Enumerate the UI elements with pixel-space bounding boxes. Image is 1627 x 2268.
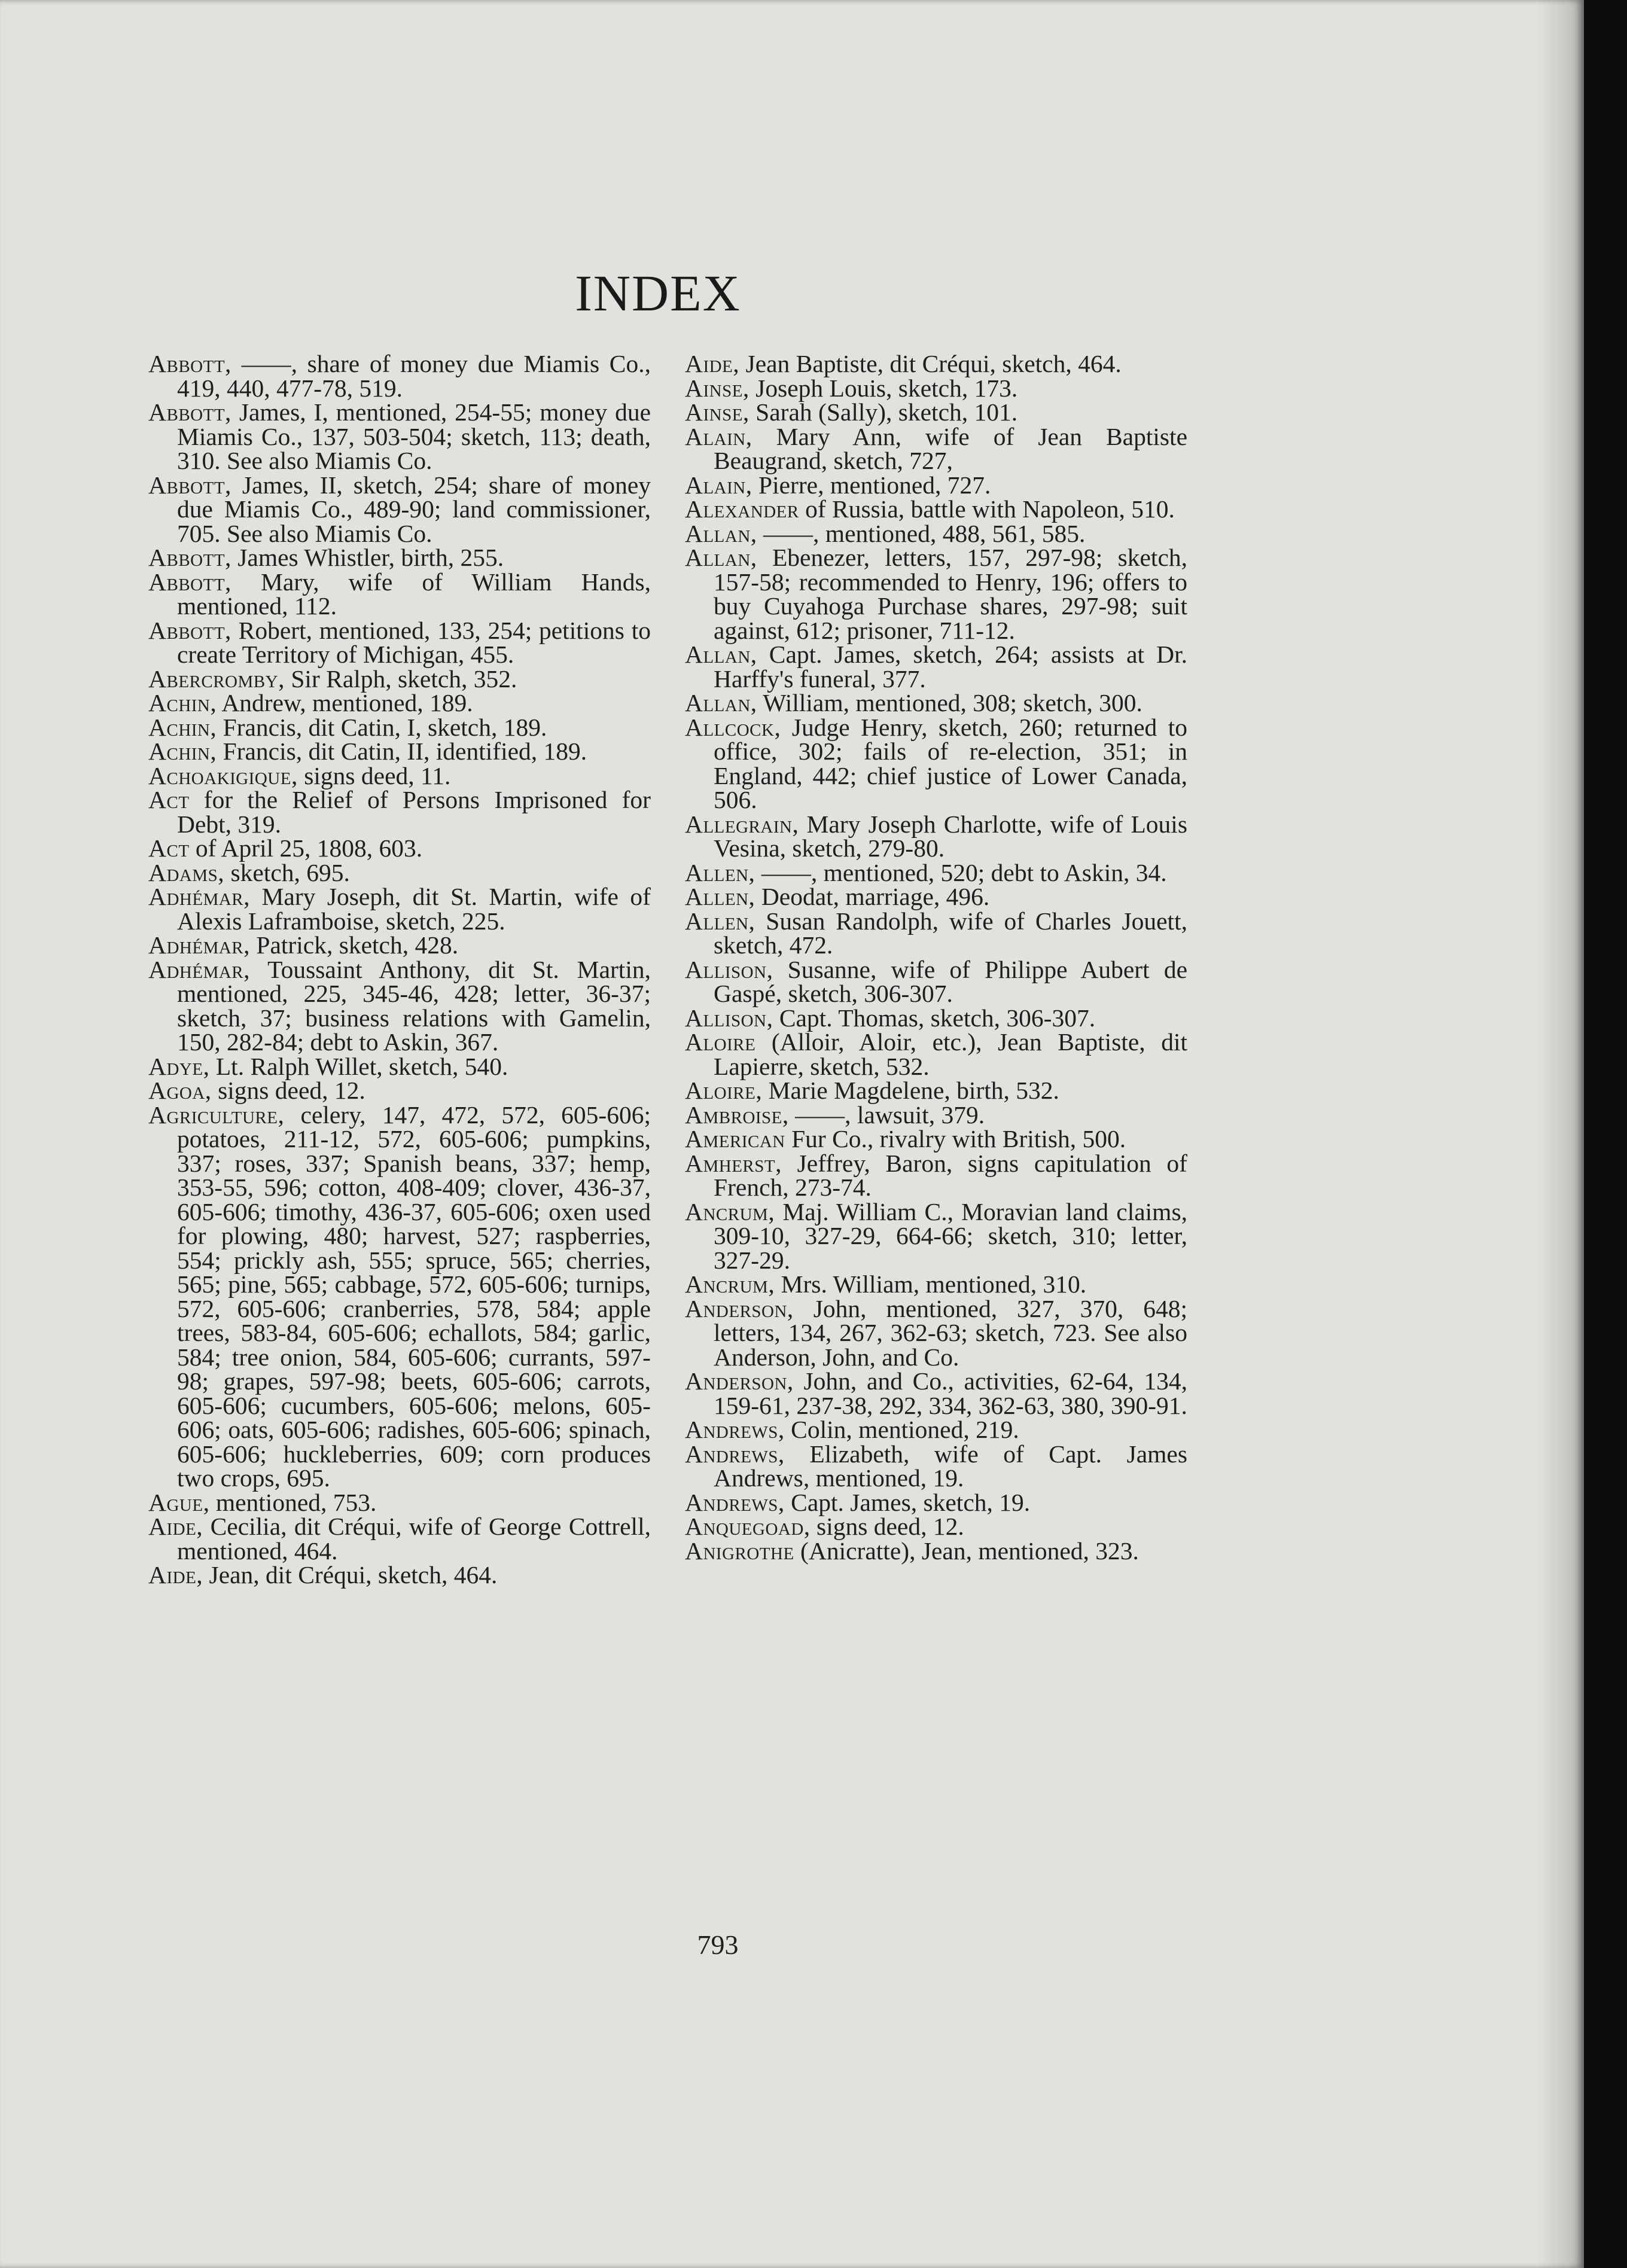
index-entry-heading: Abbott, xyxy=(148,350,231,377)
index-entry-text: Lt. Ralph Willet, sketch, 540. xyxy=(209,1052,508,1080)
index-entry-heading: Andrews, xyxy=(685,1440,785,1468)
index-entry xyxy=(685,1078,1187,1103)
index-entry-text: Sarah (Sally), sketch, 101. xyxy=(749,398,1018,426)
page-edge-shadow xyxy=(1537,0,1584,2268)
index-entry xyxy=(685,1028,1194,1080)
index-entry-text: Maj. William C., Moravian land claims, 309-10, 327-29, 664-66; sketch, 310; letter, 327-29. xyxy=(714,1197,1194,1274)
index-entry-text: mentioned, 753. xyxy=(209,1488,377,1516)
index-entry-text: Marie Magdelene, birth, 532. xyxy=(762,1077,1059,1104)
index-entry-heading: Abercromby, xyxy=(148,664,285,693)
index-entry-text: Cecilia, dit Créqui, wife of George Cottrell, mentioned, 464. xyxy=(177,1513,657,1565)
index-entry-heading: Allen, xyxy=(685,883,755,910)
index-entry-text: Mary Joseph, dit St. Martin, wife of Alexis Laframboise, sketch, 225. xyxy=(177,883,656,935)
index-entry-heading: Ainse, xyxy=(685,398,749,426)
index-entry-heading: Ancrum, xyxy=(685,1270,775,1298)
index-entry xyxy=(148,858,651,886)
index-entry-heading: Agriculture, xyxy=(148,1101,285,1129)
index-entry-heading: Alexander xyxy=(685,495,799,523)
index-entry-text: James Whistler, birth, 255. xyxy=(231,544,504,571)
index-entry-heading: Aloire xyxy=(685,1028,756,1056)
index-entry-text: Toussaint Anthony, dit St. Martin, mentioned, 225, 345-46, 428; letter, 36-37; sketch, 37; business relations with Gamelin, 150, 282-84; debt to Askin, 367. xyxy=(177,955,657,1056)
index-entry xyxy=(148,1563,651,1587)
index-entry-heading: Allison, xyxy=(685,955,773,983)
index-entry-heading: Abbott, xyxy=(148,568,231,596)
index-entry xyxy=(148,664,651,693)
index-entry-heading: Adams, xyxy=(148,858,225,886)
index-entry-text: Capt. Thomas, sketch, 306-307. xyxy=(773,1004,1096,1032)
index-entry-heading: Allen, xyxy=(685,858,755,886)
index-entry xyxy=(685,1197,1194,1274)
index-entry-heading: Aide, xyxy=(148,1513,203,1540)
index-entry-text: John, and Co., activities, 62-64, 134, 159-61, 237-38, 292, 334, 362-63, 380, 390-91. xyxy=(714,1367,1194,1419)
index-entry-heading: Amherst, xyxy=(685,1149,782,1177)
index-entry-text: Jeffrey, Baron, signs capitulation of French, 273-74. xyxy=(714,1149,1194,1201)
index-entry xyxy=(685,641,1194,693)
index-entry-heading: Allen, xyxy=(685,907,755,935)
index-entry-text: signs deed, 11. xyxy=(297,761,451,789)
index-entry-text: Susanne, wife of Philippe Aubert de Gaspé, sketch, 306-307. xyxy=(714,955,1194,1007)
index-entry-heading: Aide, xyxy=(148,1561,203,1589)
index-entry xyxy=(148,933,651,958)
index-entry xyxy=(685,1149,1194,1201)
index-entry xyxy=(148,691,651,715)
index-entry-heading: Abbott, xyxy=(148,616,231,644)
index-entry xyxy=(685,352,1187,376)
index-entry xyxy=(148,568,657,620)
index-entry-text: Fur Co., rivalry with British, 500. xyxy=(785,1125,1126,1153)
index-entry-heading: Aide, xyxy=(685,350,740,377)
index-entry xyxy=(148,836,651,861)
index-entry xyxy=(148,398,657,474)
index-entry-text: Judge Henry, sketch, 260; returned to office, 302; fails of re-election, 351; in England, 442; chief justice of Lower Canada, 506. xyxy=(714,713,1194,813)
index-entry xyxy=(685,1006,1187,1031)
index-entry-heading: Allan, xyxy=(685,544,757,571)
index-entry-text: Capt. James, sketch, 264; assists at Dr. Harffy's funeral, 377. xyxy=(714,641,1194,693)
index-entry-text: ——, lawsuit, 379. xyxy=(788,1101,985,1129)
index-entry-text: ——, share of money due Miamis Co., 419, 440, 477-78, 519. xyxy=(177,350,657,402)
index-entry-heading: Achin, xyxy=(148,689,217,717)
index-entry xyxy=(685,1539,1187,1563)
index-entry-text: Francis, dit Catin, I, sketch, 189. xyxy=(217,713,547,741)
index-entry-heading: Allan, xyxy=(685,519,757,547)
index-entry-heading: Adhémar, xyxy=(148,955,251,983)
index-entry xyxy=(148,883,656,935)
index-entry xyxy=(148,545,651,570)
index-entry-text: Jean, dit Créqui, sketch, 464. xyxy=(203,1561,498,1589)
index-entry-text: ——, mentioned, 520; debt to Askin, 34. xyxy=(755,858,1167,886)
index-entry-text: Mrs. William, mentioned, 310. xyxy=(775,1270,1087,1298)
index-entry xyxy=(148,1078,651,1103)
index-entry-text: Susan Randolph, wife of Charles Jouett, sketch, 472. xyxy=(714,907,1194,959)
index-entry-heading: Ancrum, xyxy=(685,1197,775,1226)
index-entry xyxy=(148,761,651,789)
index-entry-heading: Adhémar, xyxy=(148,931,251,959)
index-entry-heading: Anderson, xyxy=(685,1294,794,1322)
index-entry-heading: Act xyxy=(148,786,190,813)
index-entry xyxy=(148,1490,651,1515)
index-entry-text: Pierre, mentioned, 727. xyxy=(752,471,991,499)
index-entry xyxy=(148,786,657,838)
index-entry xyxy=(685,1367,1194,1419)
index-entry xyxy=(685,519,1187,547)
index-entry-text: Mary Ann, wife of Jean Baptiste Beaugrand, sketch, 727, xyxy=(714,422,1194,474)
index-entry xyxy=(685,885,1187,909)
index-entry-text: Capt. James, sketch, 19. xyxy=(784,1488,1031,1516)
index-entry xyxy=(685,713,1194,813)
index-entry-heading: Andrews, xyxy=(685,1488,785,1516)
index-entry-heading: Aloire, xyxy=(685,1077,763,1104)
index-entry-heading: Anderson, xyxy=(685,1367,794,1395)
index-entry-text: of Russia, battle with Napoleon, 510. xyxy=(799,495,1175,523)
index-entry xyxy=(148,739,651,764)
index-entry xyxy=(685,1440,1193,1492)
index-entry-heading: Abbott, xyxy=(148,471,231,499)
index-entry xyxy=(685,473,1187,498)
index-entry-heading: Adye, xyxy=(148,1052,210,1080)
index-entry-text: James, I, mentioned, 254-55; money due Miamis Co., 137, 503-504; sketch, 113; death, 310. See also Miamis Co. xyxy=(177,398,657,474)
index-entry-text: Ebenezer, letters, 157, 297-98; sketch, 157-58; recommended to Henry, 196; offers to buy Cuyahoga Purchase shares, 297-98; suit against, 612; prisoner, 711-12. xyxy=(714,544,1194,644)
index-entry-heading: Ainse, xyxy=(685,374,749,402)
index-entry-heading: Abbott, xyxy=(148,544,231,571)
index-entry-heading: Ambroise, xyxy=(685,1101,789,1129)
index-entry xyxy=(685,497,1187,522)
index-entry-text: Mary Joseph Charlotte, wife of Louis Vesina, sketch, 279-80. xyxy=(714,810,1193,862)
index-entry xyxy=(685,1514,1187,1539)
index-entry xyxy=(148,1054,651,1079)
index-entry xyxy=(685,1418,1187,1442)
index-entry-heading: Anquegoad, xyxy=(685,1513,811,1540)
index-entry-heading: Achoakigique, xyxy=(148,761,298,789)
index-entry-heading: Allan, xyxy=(685,689,757,717)
index-entry-text: signs deed, 12. xyxy=(211,1077,365,1104)
index-entry-text: celery, 147, 472, 572, 605-606; potatoes, 211-12, 572, 605-606; pumpkins, 337; roses, 337; Spanish beans, 337; hemp, 353-55, 596; cotton, 408-409; clover, 436-37, 605-606; timothy, 436-37, 605-606; oxen used for plowing, 480; harvest, 527; raspberries, 554; prickly ash, 555; spruce, 565; cherries, 565; pine, 565; cabbage, 572, 605-606; turnips, 572, 605-606; cranberries, 578, 584; apple trees, 583-84, 605-606; echallots, 584; garlic, 584; tree onion, 584, 605-606; currants, 597-98; grapes, 597-98; beets, 605-606; carrots, 605-606; cucumbers, 605-606; melons, 605-606; oats, 605-606; radishes, 605-606; spinach, 605-606; huckleberries, 609; corn produces two crops, 695. xyxy=(177,1101,657,1492)
index-entry xyxy=(148,1513,657,1565)
index-entry-text: John, mentioned, 327, 370, 648; letters, 134, 267, 362-63; sketch, 723. See also Anderson, John, and Co. xyxy=(714,1294,1194,1371)
index-entry-text: sketch, 695. xyxy=(224,858,350,886)
index-entry-text: Jean Baptiste, dit Créqui, sketch, 464. xyxy=(739,350,1122,377)
index-entry-heading: Alain, xyxy=(685,471,752,499)
index-entry xyxy=(685,1272,1187,1297)
index-entry xyxy=(685,1490,1187,1515)
index-column-right xyxy=(685,350,1194,1565)
index-entry-heading: Abbott, xyxy=(148,398,231,426)
index-entry xyxy=(685,422,1194,474)
index-entry xyxy=(685,376,1187,401)
index-entry xyxy=(685,1127,1187,1151)
index-entry xyxy=(148,715,651,740)
index-entry-heading: Ague, xyxy=(148,1488,210,1516)
index-entry-text: Colin, mentioned, 219. xyxy=(784,1416,1019,1443)
index-entry-text: Sir Ralph, sketch, 352. xyxy=(284,664,517,693)
index-entry-heading: Anigrothe xyxy=(685,1537,794,1565)
index-entry-heading: Allcock, xyxy=(685,713,781,741)
index-entry xyxy=(148,616,657,668)
index-entry xyxy=(685,955,1194,1007)
index-entry-text: (Alloir, Aloir, etc.), Jean Baptiste, dit Lapierre, sketch, 532. xyxy=(714,1028,1194,1080)
index-entry-text: for the Relief of Persons Imprisoned for Debt, 319. xyxy=(177,786,657,838)
index-entry-text: James, II, sketch, 254; share of money due Miamis Co., 489-90; land commissioner, 705. See also Miamis Co. xyxy=(177,471,657,547)
index-entry-heading: Act xyxy=(148,834,190,862)
index-entry-heading: Alain, xyxy=(685,422,752,450)
index-entry-heading: Allegrain, xyxy=(685,810,799,838)
index-entry-text: Joseph Louis, sketch, 173. xyxy=(749,374,1018,402)
index-entry xyxy=(685,691,1187,715)
index-entry-text: of April 25, 1808, 603. xyxy=(189,834,423,862)
index-entry xyxy=(148,471,657,547)
index-entry-text: William, mentioned, 308; sketch, 300. xyxy=(757,689,1142,717)
index-entry xyxy=(685,400,1187,425)
index-entry-heading: Allison, xyxy=(685,1004,773,1032)
index-entry-heading: Allan, xyxy=(685,641,757,668)
index-entry xyxy=(685,1294,1194,1371)
index-entry-heading: Andrews, xyxy=(685,1416,785,1443)
index-entry xyxy=(685,544,1194,644)
index-entry xyxy=(148,955,657,1056)
index-entry-text: Patrick, sketch, 428. xyxy=(250,931,459,959)
index-entry xyxy=(148,1101,657,1492)
index-entry-text: ——, mentioned, 488, 561, 585. xyxy=(757,519,1086,547)
index-entry-text: (Anicratte), Jean, mentioned, 323. xyxy=(794,1537,1139,1565)
index-column-left xyxy=(148,350,657,1589)
index-entry-text: Francis, dit Catin, II, identified, 189. xyxy=(217,737,587,765)
index-entry-text: signs deed, 12. xyxy=(810,1513,964,1540)
index-entry xyxy=(685,1103,1187,1127)
index-entry-heading: Agoa, xyxy=(148,1077,212,1104)
index-entry-text: Deodat, marriage, 496. xyxy=(755,883,990,910)
index-entry xyxy=(685,858,1187,886)
index-entry-text: Andrew, mentioned, 189. xyxy=(217,689,473,717)
page-number: 793 xyxy=(697,1929,739,1960)
index-entry-heading: American xyxy=(685,1125,785,1153)
index-entry-text: Elizabeth, wife of Capt. James Andrews, mentioned, 19. xyxy=(714,1440,1193,1492)
index-entry-text: Mary, wife of William Hands, mentioned, 112. xyxy=(177,568,657,620)
index-entry xyxy=(685,810,1193,862)
index-entry xyxy=(148,350,657,402)
index-entry-heading: Achin, xyxy=(148,737,217,765)
index-entry-heading: Achin, xyxy=(148,713,217,741)
page-title: INDEX xyxy=(575,264,741,322)
index-entry xyxy=(685,907,1194,959)
index-entry-text: Robert, mentioned, 133, 254; petitions to create Territory of Michigan, 455. xyxy=(177,616,657,668)
index-entry-heading: Adhémar, xyxy=(148,883,251,910)
